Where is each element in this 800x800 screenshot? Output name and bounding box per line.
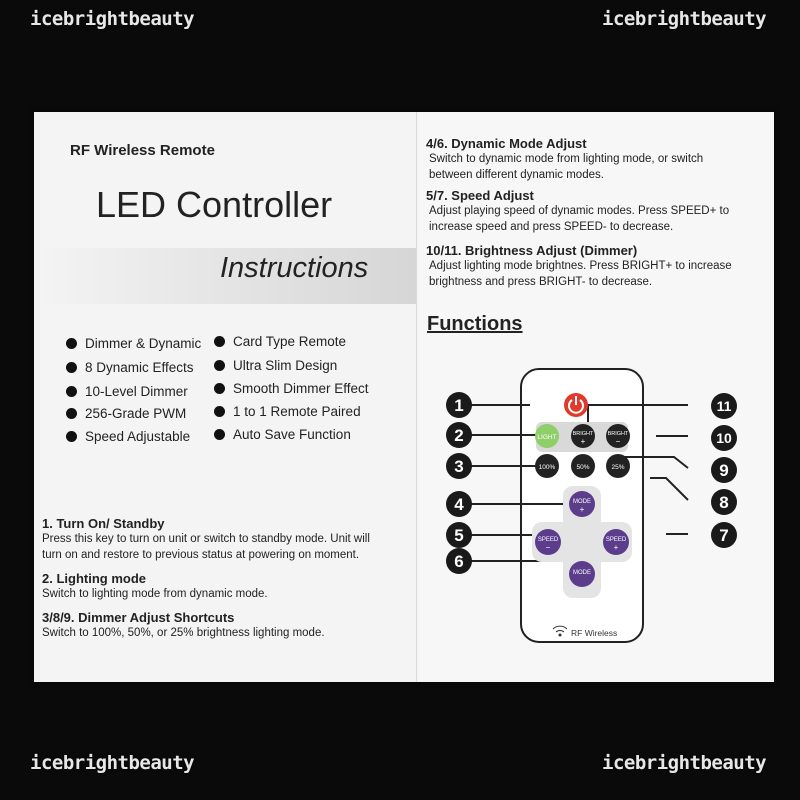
feature-item: Auto Save Function [214,427,351,442]
section-body-line: Switch to 100%, 50%, or 25% brightness lighting mode. [42,627,325,639]
section-body-line: increase speed and press SPEED- to decrease. [429,221,674,233]
bullet-icon [214,406,225,417]
section-heading: 2. Lighting mode [42,571,146,586]
watermark-bottom-right: icebrightbeauty [602,752,767,774]
callout-number: 7 [719,526,729,545]
callout-number: 5 [454,526,464,545]
feature-item: 8 Dynamic Effects [66,360,194,375]
remote-diagram [418,362,758,657]
callout-number: 6 [454,552,464,571]
callout-number: 3 [454,457,464,476]
callout-number: 2 [454,426,464,445]
svg-text:50%: 50% [576,464,590,471]
section-body-line: Switch to dynamic mode from lighting mode, or switch [429,153,704,165]
svg-text:MODE: MODE [573,570,591,576]
section-heading: 3/8/9. Dimmer Adjust Shortcuts [42,610,235,625]
watermark-top-right: icebrightbeauty [602,8,767,30]
instruction-leaflet [34,112,774,682]
mode-plus-button[interactable] [569,491,595,517]
bullet-icon [214,383,225,394]
section-dimmer-shortcuts [42,610,325,641]
svg-text:SPEED: SPEED [605,537,627,543]
feature-item: 10-Level Dimmer [66,384,188,399]
section-heading: 5/7. Speed Adjust [426,188,534,203]
watermark-top-left: icebrightbeauty [30,8,195,30]
section-lighting-mode [42,571,268,602]
svg-text:MODE: MODE [573,499,591,505]
svg-text:100%: 100% [538,464,556,471]
product-title: LED Controller [96,184,333,225]
bullet-icon [66,362,77,373]
svg-text:BRIGHT: BRIGHT [607,431,629,437]
section-body-line: between different dynamic modes. [429,169,604,181]
feature-item: 1 to 1 Remote Paired [214,404,361,419]
product-subtitle: RF Wireless Remote [70,142,215,159]
section-heading: 4/6. Dynamic Mode Adjust [426,136,587,151]
svg-text:−: − [545,543,551,552]
section-speed-adjust [426,188,729,235]
feature-item: Ultra Slim Design [214,358,337,373]
speed-minus-button[interactable] [535,529,561,555]
feature-item: Card Type Remote [214,334,346,349]
callout-number: 9 [719,461,729,480]
callout-number: 4 [454,495,464,514]
bullet-icon [66,386,77,397]
remote-footer-label: RF Wireless [571,628,618,638]
feature-item: Dimmer & Dynamic [66,336,201,351]
svg-text:−: − [615,437,621,446]
section-dynamic-mode [426,136,703,183]
bullet-icon [214,336,225,347]
callout-number: 11 [716,398,732,414]
brightness-50-button[interactable] [571,454,595,478]
svg-text:SPEED: SPEED [537,537,559,543]
section-body-line: turn on and restore to previous status at powering on moment. [42,549,360,561]
svg-text:25%: 25% [611,464,625,471]
bullet-icon [66,431,77,442]
svg-text:+: + [613,543,619,552]
section-body-line: Adjust playing speed of dynamic modes. Press SPEED+ to [429,205,730,217]
bullet-icon [214,360,225,371]
feature-item: 256-Grade PWM [66,406,186,421]
section-heading: 10/11. Brightness Adjust (Dimmer) [426,243,638,258]
bright-plus-button[interactable] [571,424,595,448]
bullet-icon [66,408,77,419]
bullet-icon [214,429,225,440]
mode-minus-button[interactable] [569,561,595,587]
brightness-25-button[interactable] [606,454,630,478]
svg-text:LIGHT: LIGHT [537,434,557,441]
callout-number: 10 [716,430,732,446]
svg-text:BRIGHT: BRIGHT [572,431,594,437]
svg-text:+: + [579,505,585,514]
callout-number: 1 [454,396,464,415]
power-button[interactable] [564,393,588,417]
bright-minus-button[interactable] [606,424,630,448]
speed-plus-button[interactable] [603,529,629,555]
callout-number: 8 [719,493,729,512]
section-body-line: Adjust lighting mode brightnes. Press BRIGHT+ to increase [429,260,732,272]
functions-heading: Functions [427,313,523,335]
watermark-bottom-left: icebrightbeauty [30,752,195,774]
section-body-line: Switch to lighting mode from dynamic mode. [42,588,268,600]
section-brightness-adjust [426,243,732,290]
brightness-100-button[interactable] [535,454,559,478]
feature-item: Smooth Dimmer Effect [214,381,369,396]
instructions-heading: Instructions [220,252,369,284]
section-body-line: brightness and press BRIGHT- to decrease. [429,276,653,288]
bullet-icon [66,338,77,349]
section-turn-on [42,516,370,563]
feature-item: Speed Adjustable [66,429,190,444]
svg-text:+: + [580,437,586,446]
section-body-line: Press this key to turn on unit or switch to standby mode. Unit will [42,533,370,545]
section-heading: 1. Turn On/ Standby [42,516,165,531]
light-button[interactable] [535,424,559,448]
